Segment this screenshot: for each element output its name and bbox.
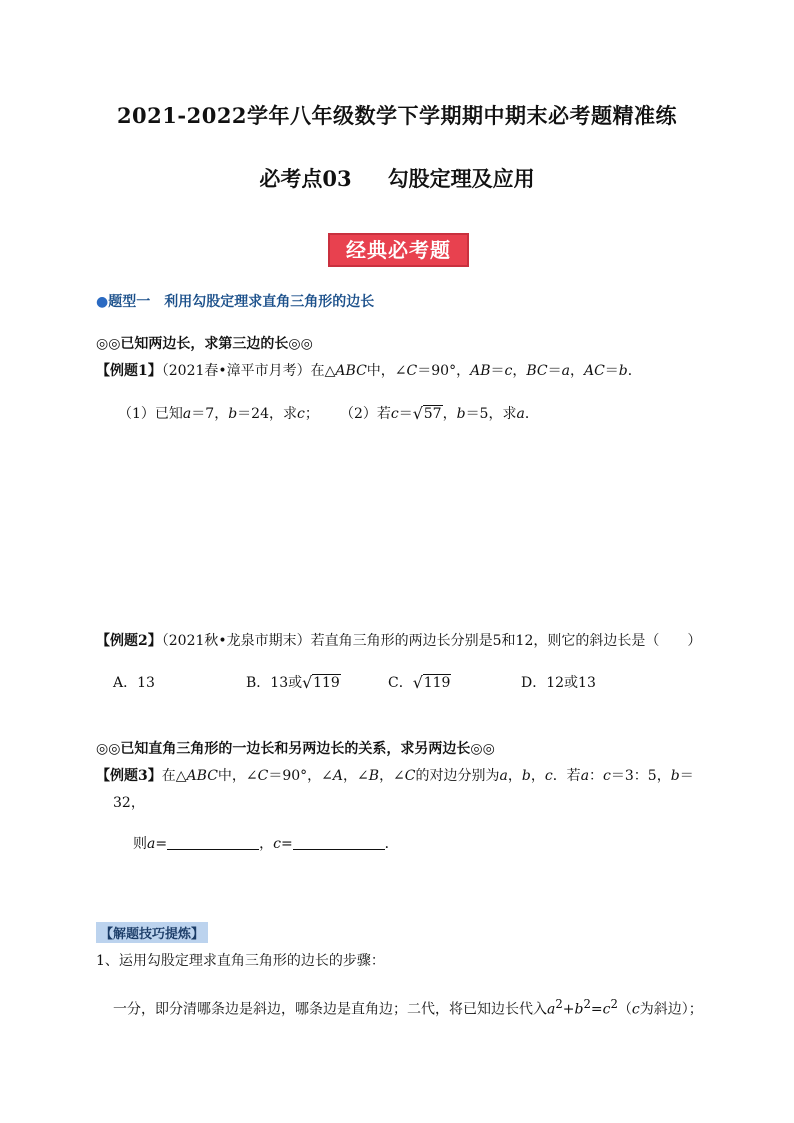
- tip-heading: 【解题技巧提炼】: [96, 922, 208, 943]
- option-a: A．13: [113, 675, 155, 691]
- step-1: 1、运用勾股定理求直角三角形的边长的步骤：: [96, 953, 385, 969]
- bullet-icon: ●: [96, 294, 109, 310]
- page-subtitle: [0, 163, 794, 193]
- option-c: C． √ 119: [388, 673, 451, 692]
- sqrt-119-c: √ 119: [412, 673, 451, 692]
- example-3-label: 【例题3】: [96, 768, 162, 784]
- example-3-statement: 【例题3】在△ABC中，∠C＝90°，∠A，∠B，∠C的对边分别为a，b，c．若a：c＝3：5，b＝: [96, 768, 694, 784]
- answer-blank-a[interactable]: [167, 835, 259, 850]
- subtitle-left: 必考点03: [259, 166, 352, 191]
- example-3-line-2: 32，: [113, 795, 145, 811]
- section-name: 题型一: [108, 294, 151, 310]
- subheading-2: ◎◎已知直角三角形的一边长和另两边长的关系，求另两边长◎◎: [96, 741, 495, 757]
- answer-blank-c[interactable]: [293, 835, 385, 850]
- sqrt-119-b: √ 119: [302, 673, 340, 692]
- subheading-1: ◎◎已知两边长，求第三边的长◎◎: [96, 336, 313, 352]
- page-title: 2021-2022学年八年级数学下学期期中期末必考题精准练: [116, 103, 678, 128]
- example-2-label: 【例题2】: [96, 633, 162, 649]
- example-2-statement: 【例题2】（2021秋•龙泉市期末）若直角三角形的两边长分别是5和12，则它的斜边长是（ ）: [96, 633, 702, 649]
- section-text: 利用勾股定理求直角三角形的边长: [164, 294, 375, 310]
- sqrt-57: √ 57: [412, 404, 442, 423]
- option-b: B．13或 √ 119: [246, 673, 340, 692]
- example-3-answer-line: 则a= ，c= ．: [133, 836, 399, 852]
- example-1-statement: 【例题1】（2021春•漳平市月考）在△ABC中，∠C＝90°，AB＝c，BC＝a，AC＝b．: [96, 363, 642, 379]
- example-1-label: 【例题1】: [96, 363, 162, 379]
- option-d: D．12或13: [521, 675, 596, 691]
- example-1-question-2: （2）若c＝ √ 57，b＝5，求a．: [340, 404, 539, 423]
- step-2: 一分，即分清哪条边是斜边，哪条边是直角边；二代，将已知边长代入$a^2+b^2=c^2(c$为斜边）；: [113, 997, 703, 1018]
- classic-badge: 经典必考题: [328, 233, 469, 267]
- subtitle-right: 勾股定理及应用: [387, 166, 535, 191]
- section-heading: [96, 291, 374, 311]
- example-1-question-1: （1）已知a＝7，b＝24，求c；: [118, 406, 319, 422]
